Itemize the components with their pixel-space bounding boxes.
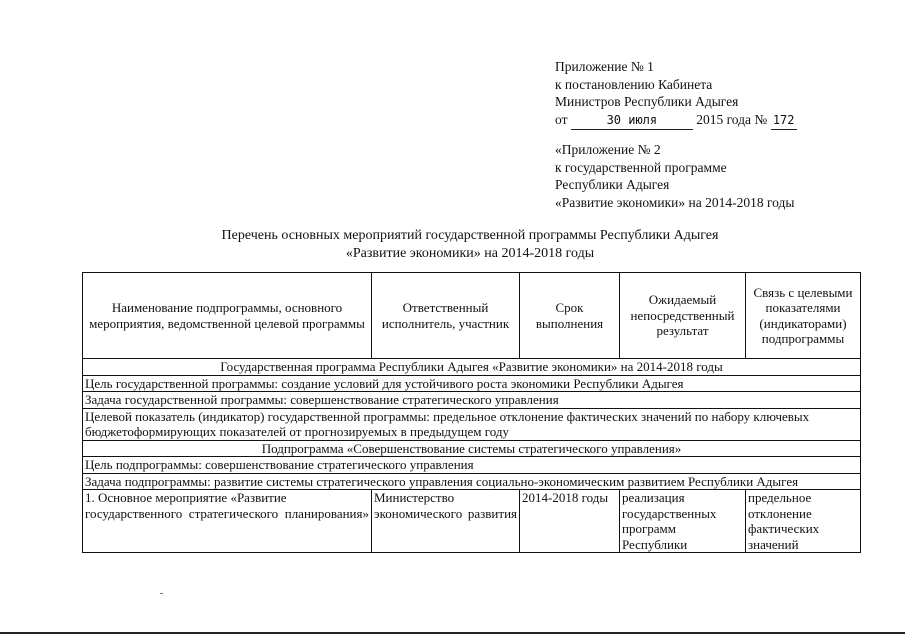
subprogram-row: Подпрограмма «Совершенствование системы стратегического управления»	[83, 440, 861, 457]
table-row	[83, 392, 861, 409]
year-text: 2015 года №	[696, 111, 768, 127]
header-term: Срок выполнения	[520, 273, 620, 359]
decree-number: 172	[771, 112, 797, 131]
sub-task-row: Задача подпрограммы: развитие системы стратегического управления социально-экономическим развитием Республики Адыгея	[83, 473, 861, 490]
appendix-1-title: Приложение № 1	[555, 59, 654, 74]
table-row	[83, 375, 861, 392]
date-value: 30 июля	[571, 112, 693, 131]
table-row	[83, 473, 861, 490]
table-row	[83, 359, 861, 376]
scan-speck	[160, 593, 163, 594]
appendix-2-line2: к государственной программе	[555, 159, 727, 175]
appendix-2-line4: «Развитие экономики» на 2014-2018 годы	[555, 194, 795, 210]
goal-row: Цель государственной программы: создание условий для устойчивого роста экономики Республики Адыгея	[83, 375, 861, 392]
header-name: Наименование подпрограммы, основного мероприятия, ведомственной целевой программы	[83, 273, 372, 359]
appendix-2-line3: Республики Адыгея	[555, 177, 670, 192]
sub-goal-row: Цель подпрограммы: совершенствование стратегического управления	[83, 457, 861, 474]
task-row: Задача государственной программы: совершенствование стратегического управления	[83, 392, 861, 409]
table-row	[83, 408, 861, 440]
appendix-2-block	[555, 141, 855, 211]
appendix-2-title: «Приложение № 2	[555, 142, 661, 157]
measure-name: 1. Основное мероприятие «Развитие государственного стратегического планирования»	[83, 490, 372, 553]
appendix-1-line3: Министров Республики Адыгея	[555, 94, 739, 109]
measure-link: предельное отклонение фактических значений	[746, 490, 861, 553]
appendix-1-block	[555, 58, 855, 130]
measure-result: реализация государственных программ Республики	[620, 490, 746, 553]
program-row: Государственная программа Республики Адыгея «Развитие экономики» на 2014-2018 годы	[83, 359, 861, 376]
page-bottom-edge	[0, 632, 905, 634]
table-header-row	[83, 273, 861, 359]
measure-executor: Министерство экономического развития	[372, 490, 520, 553]
table-row	[83, 440, 861, 457]
header-executor: Ответственный исполнитель, участник	[372, 273, 520, 359]
indicator-row: Целевой показатель (индикатор) государственной программы: предельное отклонение фактических значений по набору ключевых бюджетоформирующих показателей от прогнозируемых в предыдущем году	[83, 408, 861, 440]
measure-term: 2014-2018 годы	[520, 490, 620, 553]
appendix-1-line2: к постановлению Кабинета	[555, 76, 713, 92]
date-prefix: от	[555, 111, 568, 127]
document-title	[80, 227, 860, 263]
table-row	[83, 490, 861, 553]
title-line-2: «Развитие экономики» на 2014-2018 годы	[345, 246, 595, 261]
header-result: Ожидаемый непосредственный результат	[620, 273, 746, 359]
table-row	[83, 457, 861, 474]
measures-table	[82, 272, 861, 553]
appendix-1-date-line	[555, 111, 855, 131]
header-link: Связь с целевыми показателями (индикаторами) подпрограммы	[746, 273, 861, 359]
title-line-1: Перечень основных мероприятий государственной программы Республики Адыгея	[221, 228, 719, 243]
